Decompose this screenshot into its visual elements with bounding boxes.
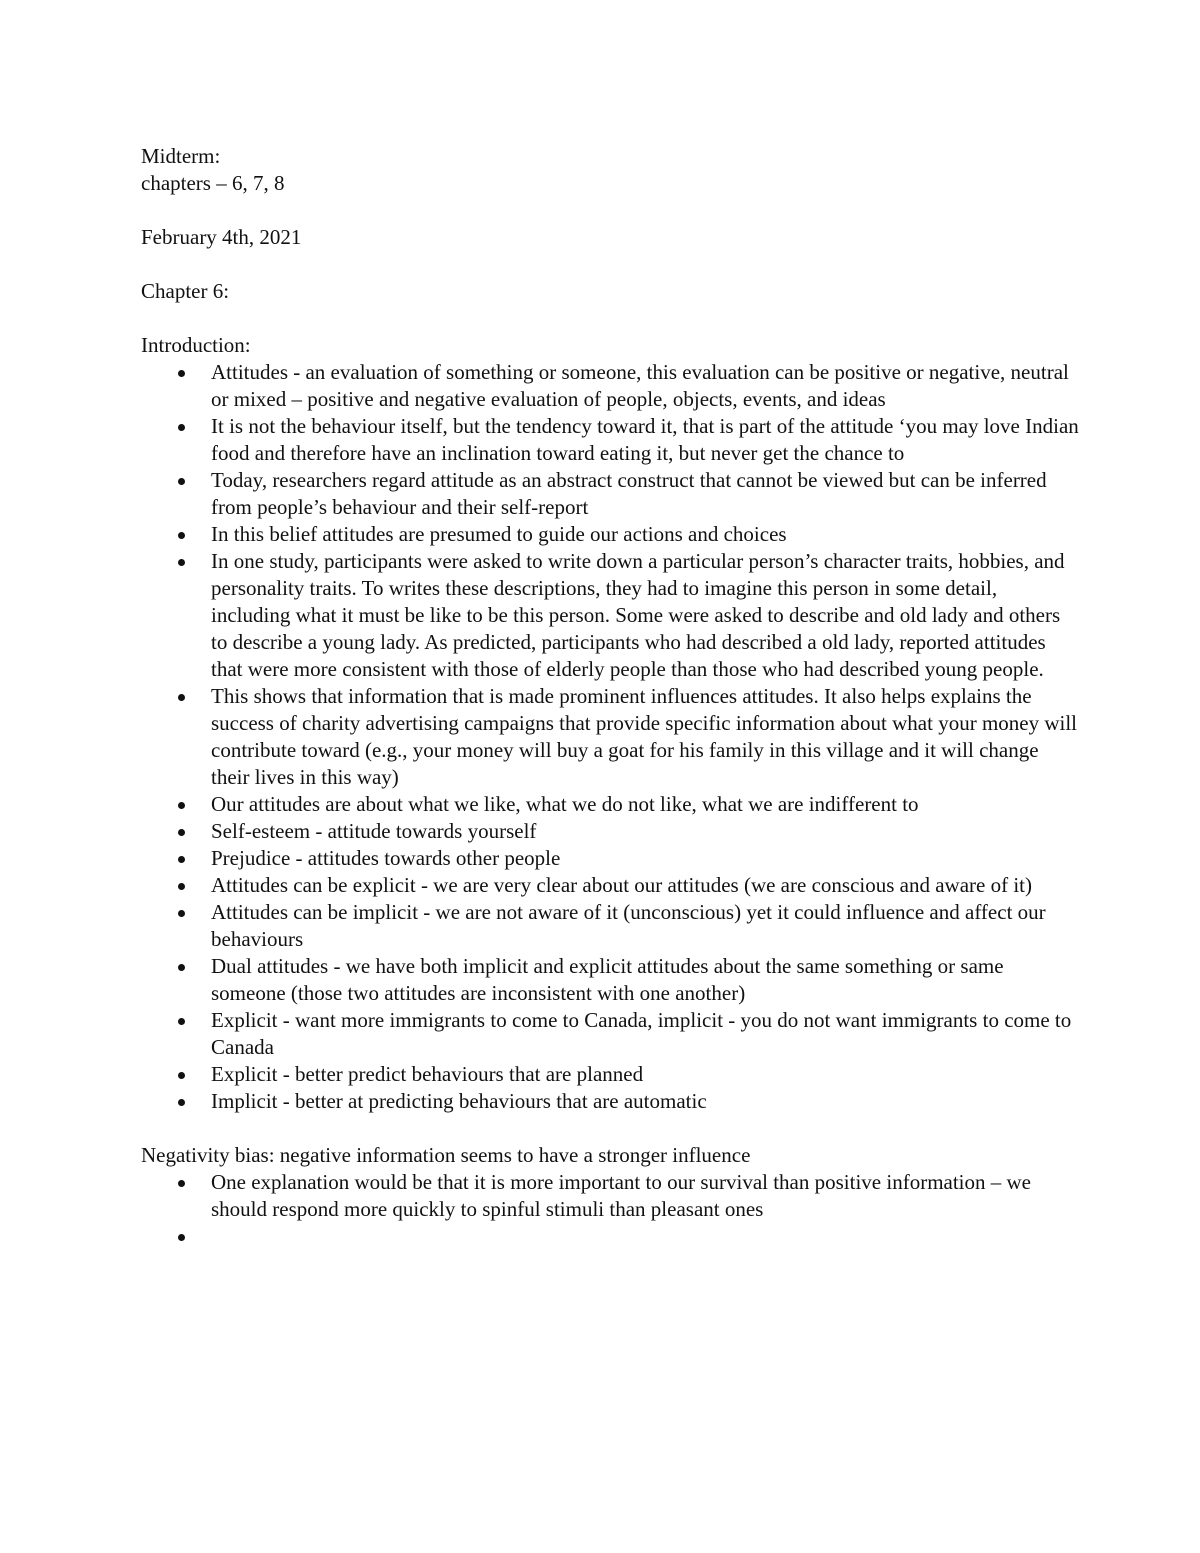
list-item [141, 1223, 1081, 1250]
bullet-icon [178, 1234, 185, 1241]
list-item-text: It is not the behaviour itself, but the tendency toward it, that is part of the attitude ‘you may love Indian food and therefore have an inclination toward eating it, but never get the chance to [211, 414, 1079, 465]
list-item [141, 521, 1081, 548]
bullet-icon [178, 910, 185, 917]
list-item [141, 1061, 1081, 1088]
list-item [141, 872, 1081, 899]
list-item [141, 683, 1081, 791]
bullet-icon [178, 559, 185, 566]
list-item-text: Attitudes - an evaluation of something or someone, this evaluation can be positive or negative, neutral or mixed – positive and negative evaluation of people, objects, events, and ideas [211, 360, 1069, 411]
list-item-text: Implicit - better at predicting behaviours that are automatic [211, 1089, 707, 1113]
list-item [141, 467, 1081, 521]
chapter-heading: Chapter 6: [141, 279, 230, 303]
list-item-text: Attitudes can be explicit - we are very clear about our attitudes (we are conscious and aware of it) [211, 873, 1032, 897]
list-item-text: Prejudice - attitudes towards other people [211, 846, 561, 870]
negativity-bias-bullet-list [141, 1169, 1081, 1250]
bullet-icon [178, 694, 185, 701]
chapters-line: chapters – 6, 7, 8 [141, 171, 285, 195]
list-item-text: Attitudes can be implicit - we are not aware of it (unconscious) yet it could influence and affect our behaviours [211, 900, 1046, 951]
list-item [141, 359, 1081, 413]
bullet-icon [178, 856, 185, 863]
list-item-text: Self-esteem - attitude towards yourself [211, 819, 537, 843]
list-item [141, 899, 1081, 953]
list-item [141, 1169, 1081, 1223]
list-item [141, 845, 1081, 872]
bullet-icon [178, 1018, 185, 1025]
bullet-icon [178, 370, 185, 377]
spacer [141, 197, 1081, 224]
date-line: February 4th, 2021 [141, 225, 302, 249]
list-item [141, 548, 1081, 683]
spacer [141, 305, 1081, 332]
list-item-text: Explicit - want more immigrants to come to Canada, implicit - you do not want immigrants to come to Canada [211, 1008, 1072, 1059]
bullet-icon [178, 1099, 185, 1106]
list-item [141, 953, 1081, 1007]
bullet-icon [178, 1180, 185, 1187]
introduction-heading: Introduction: [141, 333, 251, 357]
list-item-text: Our attitudes are about what we like, what we do not like, what we are indifferent to [211, 792, 919, 816]
bullet-icon [178, 1072, 185, 1079]
list-item-text: In this belief attitudes are presumed to guide our actions and choices [211, 522, 787, 546]
bullet-icon [178, 829, 185, 836]
document-title: Midterm: [141, 144, 221, 168]
list-item [141, 818, 1081, 845]
list-item [141, 1088, 1081, 1115]
bullet-icon [178, 802, 185, 809]
list-item-text: Dual attitudes - we have both implicit and explicit attitudes about the same something or same someone (those two attitudes are inconsistent with one another) [211, 954, 1004, 1005]
list-item-text: Explicit - better predict behaviours that are planned [211, 1062, 644, 1086]
list-item [141, 1007, 1081, 1061]
list-item-text: Today, researchers regard attitude as an abstract construct that cannot be viewed but can be inferred from people’s behaviour and their self-report [211, 468, 1047, 519]
negativity-bias-heading: Negativity bias: negative information seems to have a stronger influence [141, 1143, 751, 1167]
list-item-text [211, 1223, 1081, 1250]
list-item [141, 791, 1081, 818]
bullet-icon [178, 964, 185, 971]
bullet-icon [178, 478, 185, 485]
bullet-icon [178, 532, 185, 539]
spacer [141, 251, 1081, 278]
list-item-text: This shows that information that is made prominent influences attitudes. It also helps explains the success of charity advertising campaigns that provide specific information about what your money will contribute toward (e.g., your money will buy a goat for his family in this village and it will change their lives in this way) [211, 684, 1078, 789]
document-body [141, 143, 1081, 1250]
list-item [141, 413, 1081, 467]
list-item-text: In one study, participants were asked to write down a particular person’s character traits, hobbies, and personality traits. To writes these descriptions, they had to imagine this person in some detail, including what it must be like to be this person. Some were asked to describe and old lady and others to describe a young lady. As predicted, participants who had described a old lady, reported attitudes that were more consistent with those of elderly people than those who had described young people. [211, 549, 1065, 681]
introduction-bullet-list [141, 359, 1081, 1115]
list-item-text: One explanation would be that it is more important to our survival than positive information – we should respond more quickly to spinful stimuli than pleasant ones [211, 1170, 1032, 1221]
spacer [141, 1115, 1081, 1142]
bullet-icon [178, 424, 185, 431]
bullet-icon [178, 883, 185, 890]
